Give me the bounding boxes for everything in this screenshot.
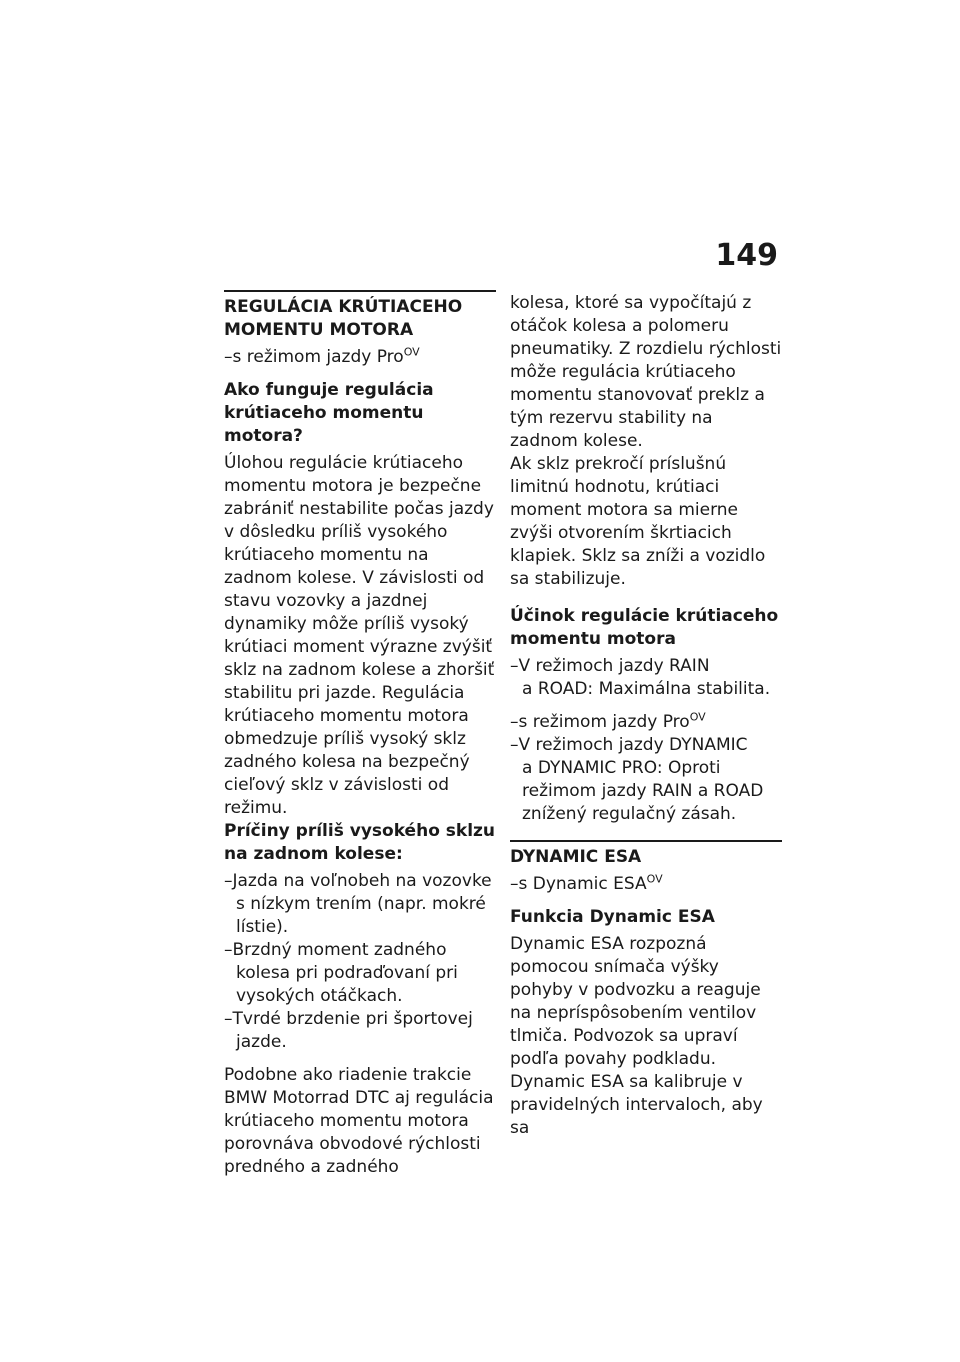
mode-line: –s režimom jazdy Pro$^{OV}$ xyxy=(224,345,420,367)
mode-sup: OV xyxy=(403,345,420,359)
right-column xyxy=(510,292,782,1140)
slip-paragraph: Ak sklz prekročí príslušnú limitnú hodnotu, krútiaci moment motora sa mierne zvýši otvorením škrtiacich klapiek. Sklz sa zníži a vozidlo sa stabilizuje. xyxy=(510,454,766,589)
left-column xyxy=(224,290,496,1179)
esa-paragraph-1: Dynamic ESA rozpozná pomocou snímača výšky pohyby v podvozku a reaguje na nepríspôsobením ventilov tlmiča. Podvozok sa upraví podľa povahy podkladu. xyxy=(510,934,761,1069)
mode-sup: OV xyxy=(689,710,706,724)
list-item: –Jazda na voľnobeh na vozovke s nízkym trením (napr. mokré lístie). xyxy=(224,871,492,937)
esa-section-title: DYNAMIC ESA xyxy=(510,847,642,867)
continuation-paragraph: kolesa, ktoré sa vypočítajú z otáčok kolesa a polomeru pneumatiky. Z rozdielu rýchlosti môže regulácia krútiaceho momentu stanovovať preklz a tým rezervu stability na zadnom kolese. xyxy=(510,293,782,451)
effect-mode-line: –s režimom jazdy Pro$^{OV}$ xyxy=(510,710,706,732)
question-heading: Ako funguje regulácia krútiaceho momentu motora? xyxy=(224,380,434,446)
esa-paragraph-2: Dynamic ESA sa kalibruje v pravidelných intervaloch, aby sa xyxy=(510,1072,763,1138)
list-item: –Tvrdé brzdenie pri športovej jazde. xyxy=(224,1009,473,1052)
intro-paragraph: Úlohou regulácie krútiaceho momentu motora je bezpečne zabrániť nestabilite počas jazdy v dôsledku príliš vysokého krútiaceho momentu na zadnom kolese. V závislosti od stavu vozovky a jazdnej dynamiky môže príliš vysoký krútiaci moment výrazne zvýšiť sklz na zadnom kolese a zhoršiť stabilitu pri jazde. Regulácia krútiaceho momentu motora obmedzuje príliš vysoký sklz zadného kolesa na bezpečný cieľový sklz v závislosti od režimu. xyxy=(224,453,495,818)
list-item: –V režimoch jazdy DYNAMIC a DYNAMIC PRO: Oproti režimom jazdy RAIN a ROAD znížený regulačný zásah. xyxy=(510,735,764,824)
list-item: –Brzdný moment zadného kolesa pri podraďovaní pri vysokých otáčkach. xyxy=(224,940,458,1006)
page-number: 149 xyxy=(715,238,778,273)
esa-mode-line: –s Dynamic $ESA^{OV}$ xyxy=(510,872,663,894)
section-title: REGULÁCIA KRÚTIACEHO MOMENTU MOTORA xyxy=(224,297,463,340)
esa-heading: Funkcia Dynamic ESA xyxy=(510,907,715,927)
section-rule xyxy=(510,840,782,842)
causes-list xyxy=(224,870,496,1054)
list-item: –V režimoch jazdy RAIN a ROAD: Maximálna stabilita. xyxy=(510,656,771,699)
section-rule xyxy=(224,290,496,292)
mode-sup: OV xyxy=(646,872,663,886)
causes-heading: Príčiny príliš vysokého sklzu na zadnom kolese: xyxy=(224,821,496,864)
outro-paragraph: Podobne ako riadenie trakcie BMW Motorrad DTC aj regulácia krútiaceho momentu motora porovnáva obvodové rýchlosti predného a zadného xyxy=(224,1065,494,1177)
effect-heading: Účinok regulácie krútiaceho momentu motora xyxy=(510,606,779,649)
